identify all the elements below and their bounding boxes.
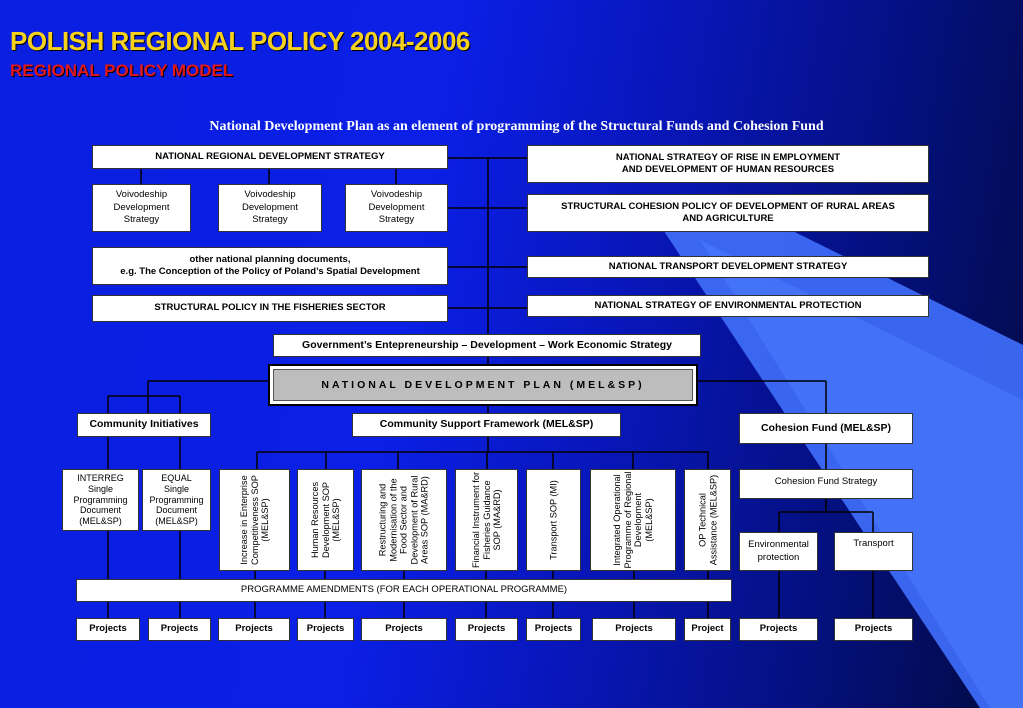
csf-label: Community Support Framework (MEL&SP) [379,418,594,431]
projects-label: Projects [89,623,127,635]
environmental-protection-strategy [527,295,929,317]
projects-box [297,618,354,641]
projects-box [739,618,818,641]
interreg-line: Document [79,505,122,516]
sop-fisheries-guidance [455,469,518,571]
env-line: protection [757,551,800,563]
projects-box [455,618,518,641]
projects-box [148,618,211,641]
other-docs-line2: e.g. The Conception of the Policy of Poland’s Spatial Development [120,266,420,277]
voivodeship-label: Voivodeship Development Strategy [113,189,170,226]
voivodeship-label: Voivodeship Development Strategy [368,189,425,226]
cohesion-transport-label: Transport [853,538,894,549]
projects-label: Projects [467,623,506,635]
environment-strategy-label: NATIONAL STRATEGY OF ENVIRONMENTAL PROTECTION [594,299,862,311]
sop-human-resources [297,469,354,571]
equal-line: Single [163,483,190,494]
sop-enterprise-competitiveness [219,469,290,571]
cohesion-fund-strategy [739,469,913,499]
projects-box [526,618,581,641]
employment-line1: NATIONAL STRATEGY OF RISE IN EMPLOYMENT [615,151,841,163]
equal-line: Programming [149,494,204,505]
environmental-protection [739,532,818,571]
cohesion-fund-label: Cohesion Fund (MEL&SP) [760,421,892,434]
projects-label: Projects [534,623,573,635]
interreg-line: Programming [73,494,128,505]
projects-label: Projects [160,623,199,635]
sop-food-sector-rural [361,469,447,571]
fisheries-structural-policy [92,295,448,322]
community-initiatives-label: Community Initiatives [89,418,199,431]
fisheries-label: STRUCTURAL POLICY IN THE FISHERIES SECTOR [154,302,386,314]
government-strategy-label: Government’s Entepreneurship – Development – Work Economic Strategy [302,338,672,351]
cohesion-fund [739,413,913,444]
rural-line2: AND AGRICULTURE [682,213,774,224]
national-development-plan [268,364,698,406]
employment-strategy [527,145,929,183]
other-planning-documents [92,247,448,285]
sop-label: OP Technical Assistance (MEL&SP) [696,474,718,566]
interreg-spd [62,469,139,531]
sop-label: Financial Instrument for Fisheries Guidance SOP (MA&RD) [470,472,502,568]
other-docs-line1: other national planning documents, [189,253,351,265]
projects-label: Projects [759,623,798,635]
page-title: POLISH REGIONAL POLICY 2004-2006 [10,26,470,56]
projects-box [684,618,731,641]
rural-line1: STRUCTURAL COHESION POLICY OF DEVELOPMENT OF RURAL AREAS [561,200,895,212]
projects-box [218,618,290,641]
interreg-line: INTERREG [77,473,124,483]
cohesion-strategy-label: Cohesion Fund Strategy [774,476,878,487]
voivodeship-label: Voivodeship Development Strategy [242,189,298,226]
projects-box [834,618,913,641]
programme-amendments [76,579,732,602]
equal-line: (MEL&SP) [155,516,198,527]
sop-transport [526,469,581,571]
voivodeship-strategy-2 [218,184,322,232]
ndp-label: NATIONAL DEVELOPMENT PLAN (MEL&SP) [273,369,693,401]
transport-development-strategy [527,256,929,278]
projects-label: Projects [385,623,423,635]
iop-regional-development [590,469,676,571]
equal-line: EQUAL [161,473,192,483]
projects-box [592,618,676,641]
interreg-line: (MEL&SP) [79,516,122,527]
rural-areas-policy [527,194,929,232]
projects-label: Projects [306,623,345,635]
sop-label: Transport SOP (MI) [548,480,559,560]
projects-label: Projects [615,623,653,635]
page-subtitle: REGIONAL POLICY MODEL [10,61,234,80]
op-technical-assistance [684,469,731,571]
equal-line: Document [155,505,198,516]
sop-label: Restructuring and Modernisation of the Food Sector and Development of Rural Areas SOP (MA&RD) [377,475,430,565]
government-economic-strategy [273,334,701,357]
sop-label: Human Resources Development SOP (MEL&SP) [309,481,341,559]
voivodeship-strategy-3 [345,184,448,232]
nrds-label: NATIONAL REGIONAL DEVELOPMENT STRATEGY [155,150,385,162]
projects-label: Projects [235,623,273,635]
sop-label: Integrated Operational Programme of Regional Development (MEL&SP) [611,471,654,569]
env-line: Environmental [748,539,809,551]
cohesion-transport [834,532,913,571]
projects-box [361,618,447,641]
projects-label: Projects [854,623,893,635]
transport-strategy-label: NATIONAL TRANSPORT DEVELOPMENT STRATEGY [608,260,848,272]
employment-line2: AND DEVELOPMENT OF HUMAN RESOURCES [621,164,835,175]
amendments-label: PROGRAMME AMENDMENTS (FOR EACH OPERATIONAL PROGRAMME) [240,584,568,596]
equal-spd [142,469,211,531]
projects-label: Project [691,623,724,635]
community-initiatives [77,413,211,437]
community-support-framework [352,413,621,437]
diagram-caption: National Development Plan as an element of programming of the Structural Funds and Cohesion Fund [209,119,824,134]
voivodeship-strategy-1 [92,184,191,232]
projects-box [76,618,140,641]
sop-label: Increase in Enterprise Competitiveness SOP (MEL&SP) [238,475,270,565]
national-regional-development-strategy [92,145,448,169]
interreg-line: Single [87,483,114,494]
